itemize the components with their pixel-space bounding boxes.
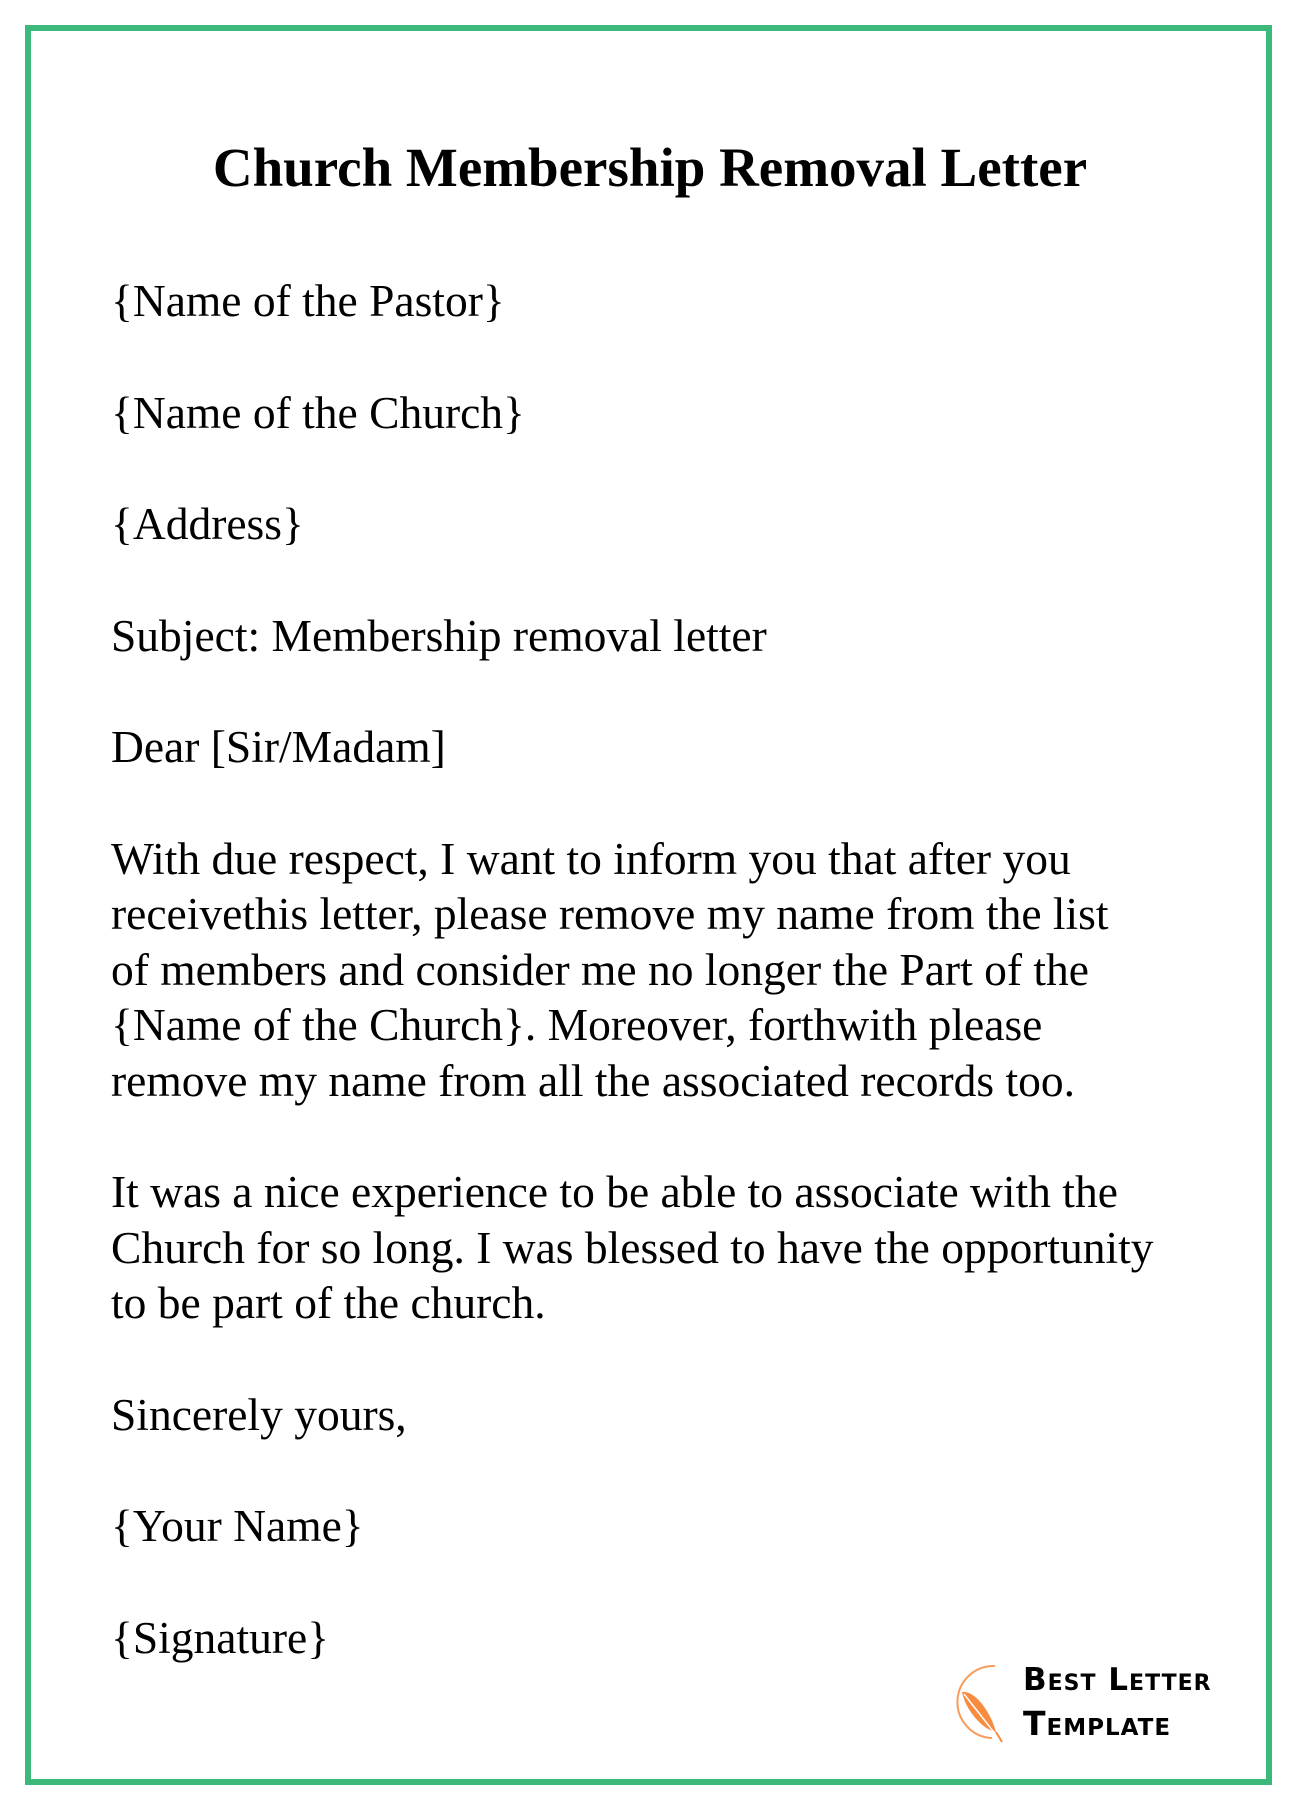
best-letter-template-logo [940,1660,1240,1750]
signature: {Signature} [111,1611,330,1663]
paragraph-line: remove my name from all the associated records too. [111,1054,1076,1106]
church-name: {Name of the Church} [111,386,525,438]
logo-text-line2: Template [1023,1704,1172,1743]
paragraph-2 [111,1164,1211,1331]
paragraph-line: {Name of the Church}. Moreover, forthwith please [111,999,1043,1050]
paragraph-line: receivethis letter, please remove my name from the list [111,888,1109,939]
paragraph-line: of members and consider me no longer the Part of the [111,943,1089,995]
paragraph-line: to be part of the church. [111,1277,546,1328]
paragraph-line: It was a nice experience to be able to associate with the [111,1166,1118,1217]
feather-icon [940,1660,1020,1750]
address: {Address} [111,498,304,549]
letter-title: Church Membership Removal Letter [212,137,1088,198]
pastor-name: {Name of the Pastor} [111,275,505,326]
subject-line: Subject: Membership removal letter [111,609,767,661]
paragraph-line: With due respect, I want to inform you that after you [111,832,1071,884]
paragraph-line: Church for so long. I was blessed to have the opportunity [111,1221,1154,1273]
your-name: {Your Name} [111,1500,364,1551]
paragraph-1 [111,831,1211,1109]
letter-body [111,273,1211,1721]
logo-text-line1: Best Letter [1023,1662,1212,1698]
closing: Sincerely yours, [111,1388,407,1440]
salutation: Dear [Sir/Madam] [111,721,446,772]
